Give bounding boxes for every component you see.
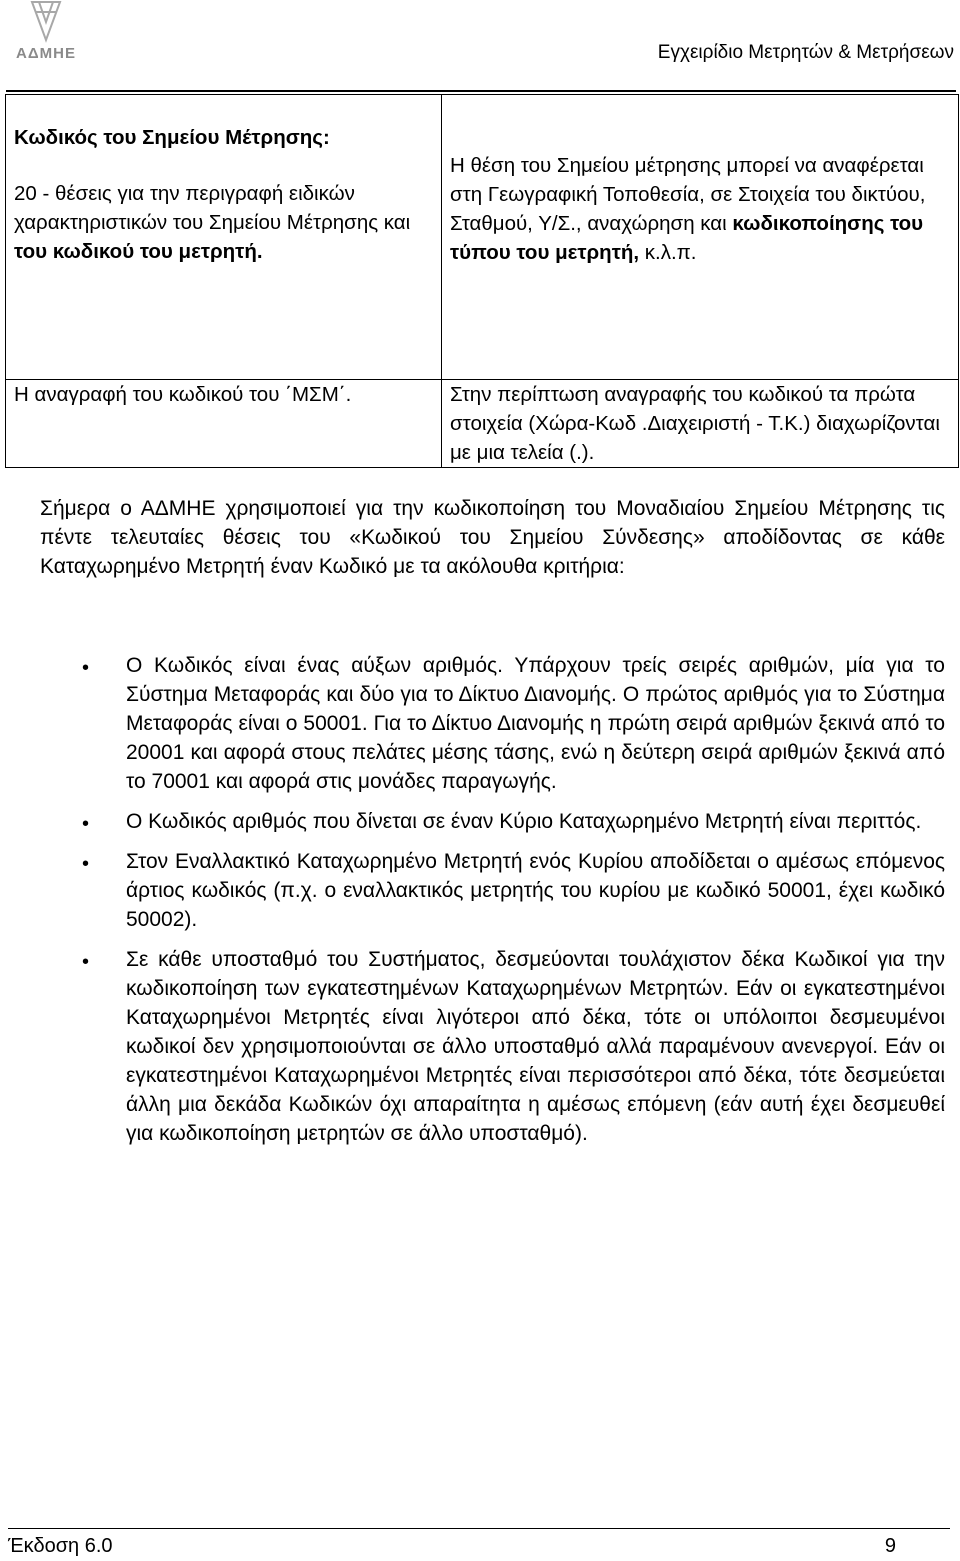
table-row (6, 95, 959, 380)
cell-heading: Κωδικός του Σημείου Μέτρησης: (14, 126, 330, 149)
list-item-text: Σε κάθε υποσταθμό του Συστήματος, δεσμεύονται τουλάχιστον δέκα Κωδικοί για την κωδικοποίηση των εγκατεστημένων Καταχωρημένων Μετρητών. Εάν οι εγκατεστημένοι Καταχωρημένοι Μετρητές είναι λιγότεροι από δέκα, τότε οι υπόλοιποι δεσμευμένοι κωδικοί δεν χρησιμοποιούνται σε άλλο υποσταθμό αλλά παραμένουν ανενεργοί. Εάν οι εγκατεστημένοι Καταχωρημένοι Μετρητές είναι περισσότεροι από δέκα, τότε δεσμεύεται άλλη μια δεκάδα Κωδικών όχι απαραίτητα η αμέσως επόμενη (εάν αυτή έχει δεσμευθεί για κωδικοποίηση μετρητών σε άλλο υποσταθμό). (126, 948, 945, 1145)
table-cell (6, 95, 442, 380)
list-item (40, 651, 945, 796)
logo-text: ΑΔΜΗΕ (16, 45, 76, 62)
list-item (40, 807, 945, 836)
version-label: Έκδοση 6.0 (8, 1535, 113, 1557)
document-title: Εγχειρίδιο Μετρητών & Μετρήσεων (657, 42, 954, 63)
cell-text-plain: Η θέση του Σημείου μέτρησης μπορεί να αναφέρεται στη Γεωγραφική Τοποθεσία, σε Στοιχεία του δικτύου, Σταθμού, Υ/Σ., αναχώρηση και (450, 154, 926, 235)
bullet-icon: • (82, 853, 90, 875)
admie-logo (14, 0, 78, 66)
page-number: 9 (884, 1535, 896, 1557)
table-cell (442, 380, 959, 468)
header-divider (6, 90, 956, 92)
cell-text-bold: κωδικοποίησης του τύπου του μετρητή, (450, 212, 924, 264)
bullet-icon: • (82, 657, 90, 679)
cell-text: Η αναγραφή του κωδικού του ΄ΜΣΜ΄. (14, 383, 352, 406)
list-item-text: Στον Εναλλακτικό Καταχωρημένο Μετρητή ενός Κυρίου αποδίδεται ο αμέσως επόμενος άρτιος κωδικός (π.χ. ο εναλλακτικός μετρητής του κυρίου με κωδικό 50001, έχει κωδικό 50002). (126, 850, 945, 931)
cell-text: Στην περίπτωση αναγραφής του κωδικού τα πρώτα στοιχεία (Χώρα-Κωδ .Διαχειριστή - Τ.Κ.) διαχωρίζονται με μια τελεία (.). (450, 383, 940, 464)
bullet-icon: • (82, 951, 90, 973)
code-description-table (5, 94, 959, 468)
table-cell (442, 95, 959, 380)
list-item (40, 847, 945, 934)
table-row (6, 380, 959, 468)
page-footer (8, 1528, 950, 1557)
logo-mark-icon (30, 0, 62, 44)
list-item-text: Ο Κωδικός είναι ένας αύξων αριθμός. Υπάρχουν τρείς σειρές αριθμών, μία για το Σύστημα Μεταφοράς και δύο για το Δίκτυο Διανομής. Ο πρώτος αριθμός για το Σύστημα Μεταφοράς είναι ο 50001. Για το Δίκτυο Διανομής η πρώτη σειρά αριθμών ξεκινά από το 20001 και αφορά στους πελάτες μέσης τάσης, ενώ η δεύτερη σειρά αριθμών ξεκινά από το 70001 και αφορά στις μονάδες παραγωγής. (126, 654, 945, 793)
cell-text (14, 179, 433, 266)
bullet-icon: • (82, 813, 90, 835)
list-item (40, 945, 945, 1148)
table-cell (6, 380, 442, 468)
body-paragraph: Σήμερα ο ΑΔΜΗΕ χρησιμοποιεί για την κωδικοποίηση του Μοναδιαίου Σημείου Μέτρησης τις πέντε τελευταίες θέσεις του «Κωδικού του Σημείου Σύνδεσης» αποδίδοντας σε κάθε Καταχωρημένο Μετρητή έναν Κωδικό με τα ακόλουθα κριτήρια: (40, 497, 945, 578)
cell-text (450, 151, 950, 267)
page-header (0, 0, 960, 92)
list-item-text: Ο Κωδικός αριθμός που δίνεται σε έναν Κύριο Καταχωρημένο Μετρητή είναι περιττός. (126, 810, 922, 833)
cell-text-end: κ.λ.π. (639, 241, 697, 264)
cell-text-bold: του κωδικού του μετρητή. (14, 240, 263, 263)
cell-text-plain: 20 - θέσεις για την περιγραφή ειδικών χαρακτηριστικών του Σημείου Μέτρησης και (14, 182, 411, 234)
criteria-list (40, 651, 945, 1148)
